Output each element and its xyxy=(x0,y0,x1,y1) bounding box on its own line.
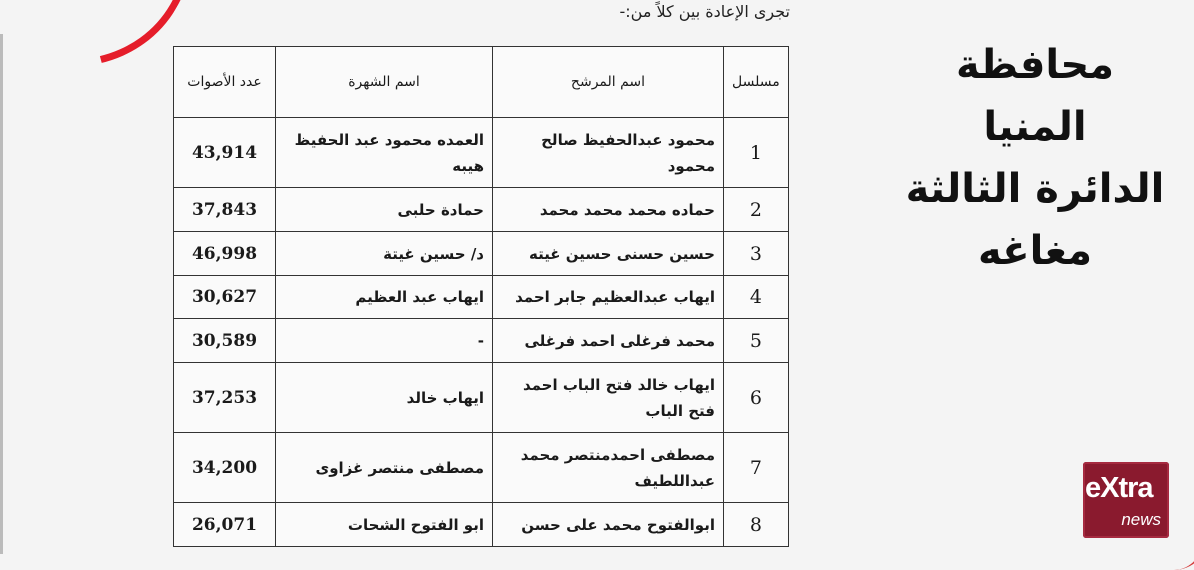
district-title xyxy=(905,34,1165,282)
logo-brand-text: eXtra xyxy=(1085,472,1153,504)
table-row xyxy=(174,232,789,276)
title-city: مغاغه xyxy=(978,228,1092,274)
table-row xyxy=(174,319,789,363)
row-serial: 4 xyxy=(724,276,789,319)
row-serial: 1 xyxy=(724,118,789,188)
row-votes: 37,253 xyxy=(174,363,276,433)
row-serial: 2 xyxy=(724,188,789,232)
extra-news-logo xyxy=(1083,462,1169,538)
logo-sub-text: news xyxy=(1121,510,1161,529)
title-district: الدائرة الثالثة xyxy=(905,166,1165,212)
row-candidate-name: ابوالفتوح محمد على حسن xyxy=(493,503,724,547)
row-candidate-name: محمود عبدالحفيظ صالح محمود xyxy=(493,118,724,188)
row-candidate-name: محمد فرغلى احمد فرغلى xyxy=(493,319,724,363)
header-candidate-name: اسم المرشح xyxy=(493,47,724,118)
row-fame-name: - xyxy=(276,319,493,363)
row-votes: 37,843 xyxy=(174,188,276,232)
row-votes: 30,627 xyxy=(174,276,276,319)
row-fame-name: ايهاب خالد xyxy=(276,363,493,433)
row-votes: 34,200 xyxy=(174,433,276,503)
row-votes: 26,071 xyxy=(174,503,276,547)
row-fame-name: العمده محمود عبد الحفيظ هيبه xyxy=(276,118,493,188)
left-border-line xyxy=(0,34,3,554)
header-serial: مسلسل xyxy=(724,47,789,118)
table-header-row xyxy=(174,47,789,118)
row-fame-name: د/ حسين غيتة xyxy=(276,232,493,276)
header-fame-name: اسم الشهرة xyxy=(276,47,493,118)
row-serial: 5 xyxy=(724,319,789,363)
row-candidate-name: حماده محمد محمد محمد xyxy=(493,188,724,232)
row-serial: 7 xyxy=(724,433,789,503)
row-fame-name: حمادة حلبى xyxy=(276,188,493,232)
intro-text: تجرى الإعادة بين كلاً من:- xyxy=(619,2,790,21)
row-fame-name: ايهاب عبد العظيم xyxy=(276,276,493,319)
table-row xyxy=(174,503,789,547)
table-row xyxy=(174,276,789,319)
row-candidate-name: ايهاب عبدالعظيم جابر احمد xyxy=(493,276,724,319)
row-candidate-name: حسين حسنى حسين غيته xyxy=(493,232,724,276)
row-fame-name: ابو الفتوح الشحات xyxy=(276,503,493,547)
title-governorate: محافظة المنيا xyxy=(955,42,1115,150)
row-serial: 3 xyxy=(724,232,789,276)
row-votes: 46,998 xyxy=(174,232,276,276)
row-votes: 43,914 xyxy=(174,118,276,188)
header-votes: عدد الأصوات xyxy=(174,47,276,118)
table-row xyxy=(174,433,789,503)
table-row xyxy=(174,118,789,188)
decorative-right-curve xyxy=(1174,0,1194,570)
table-row xyxy=(174,188,789,232)
row-candidate-name: ايهاب خالد فتح الباب احمد فتح الباب xyxy=(493,363,724,433)
runoff-candidates-table xyxy=(173,46,789,547)
row-fame-name: مصطفى منتصر غزاوى xyxy=(276,433,493,503)
row-serial: 6 xyxy=(724,363,789,433)
row-serial: 8 xyxy=(724,503,789,547)
row-votes: 30,589 xyxy=(174,319,276,363)
row-candidate-name: مصطفى احمدمنتصر محمد عبداللطيف xyxy=(493,433,724,503)
table-row xyxy=(174,363,789,433)
